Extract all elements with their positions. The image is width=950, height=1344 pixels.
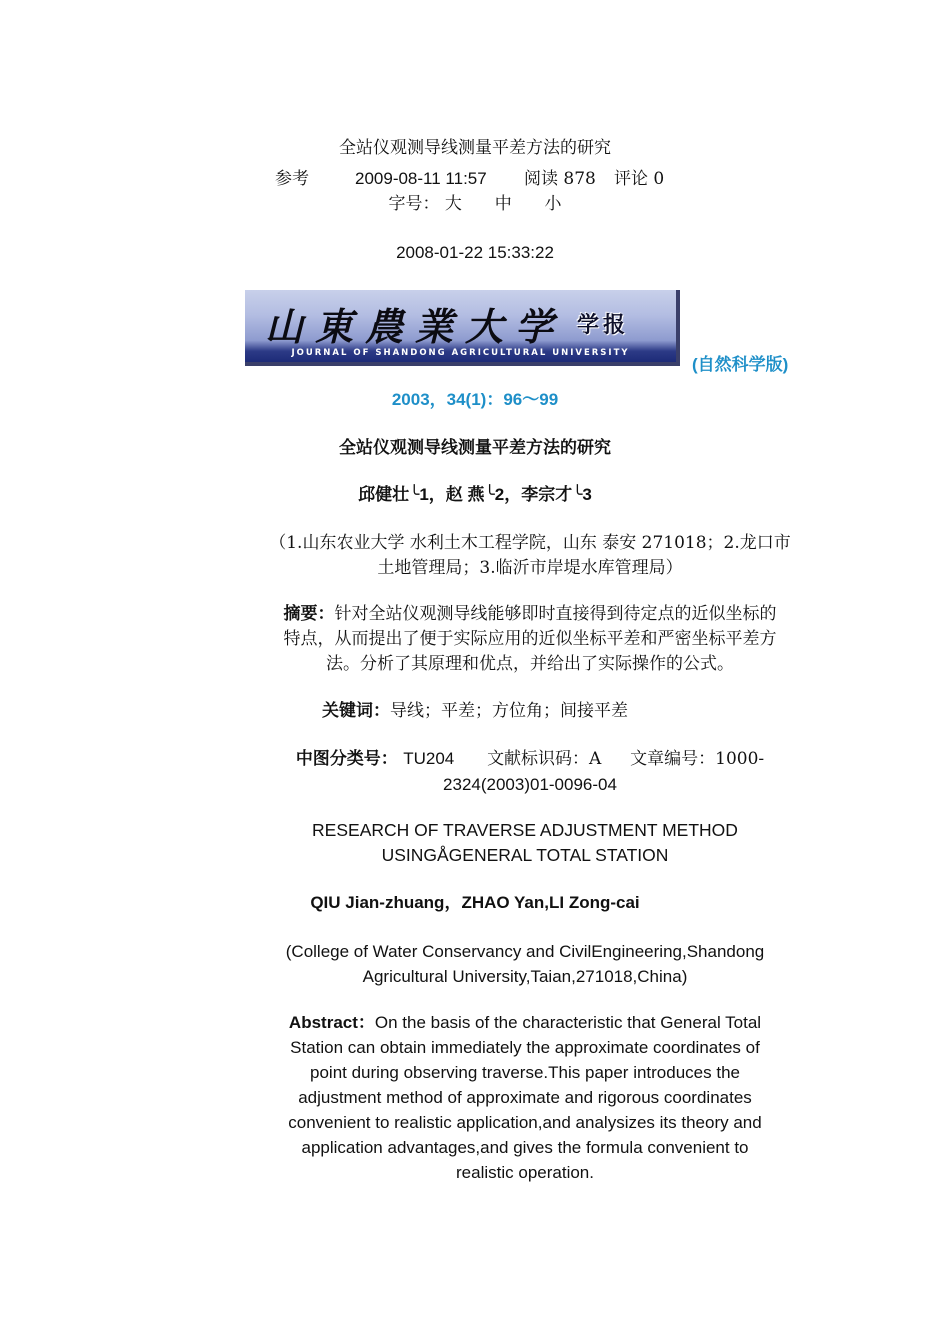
font-size-selector	[0, 194, 950, 214]
banner-badge: 学报	[577, 313, 630, 338]
doc-code: 文献标识码：A	[487, 749, 602, 769]
page-title: 全站仪观测导线测量平差方法的研究	[339, 138, 611, 158]
affiliation-en-line: Agricultural University,Taian,271018,China)	[362, 967, 688, 986]
affiliation-cn-line: （1.山东农业大学 水利土木工程学院，山东 泰安 271018；2.龙口市	[269, 533, 791, 553]
abstract-en-line: point during observing traverse.This paper introduces the	[310, 1063, 740, 1082]
meta-category[interactable]: 参考	[275, 169, 309, 189]
meta-comments: 评论 0	[614, 169, 665, 189]
font-size-large[interactable]: 大	[444, 194, 462, 214]
journal-issue: 2003，34(1)：96～99	[391, 390, 559, 409]
authors-cn: 邱健壮╰1，赵 燕╰2，李宗才╰3	[358, 485, 592, 504]
abstract-en	[240, 1010, 810, 1185]
article-title-cn: 全站仪观测导线测量平差方法的研究	[339, 438, 611, 458]
article-number: 文章编号：1000-	[630, 749, 765, 769]
banner-logo-text: 山東農業大学	[265, 304, 566, 349]
affiliation-en	[240, 939, 810, 989]
title-en-line: USINGÅGENERAL TOTAL STATION	[381, 845, 669, 865]
abstract-en-label: Abstract：	[288, 1013, 375, 1032]
abstract-cn	[240, 602, 820, 677]
abstract-en-line: adjustment method of approximate and rigorous coordinates	[298, 1088, 752, 1107]
classification-block	[240, 746, 820, 797]
title-en-line: RESEARCH OF TRAVERSE ADJUSTMENT METHOD	[312, 820, 738, 840]
abstract-en-line: convenient to realistic application,and analysizes its theory and	[288, 1113, 762, 1132]
clc-label: 中图分类号：	[295, 749, 398, 769]
font-size-label: 字号：	[388, 194, 440, 214]
meta-datetime: 2009-08-11 11:57	[355, 169, 487, 188]
abstract-en-line: On the basis of the characteristic that General Total	[374, 1013, 762, 1032]
font-size-small[interactable]: 小	[544, 194, 562, 214]
abstract-cn-line: 特点，从而提出了便于实际应用的近似坐标平差和严密坐标平差方	[283, 629, 777, 649]
keywords-value: 导线；平差；方位角；间接平差	[390, 701, 628, 721]
abstract-cn-line: 针对全站仪观测导线能够即时直接得到待定点的近似坐标的	[334, 604, 777, 624]
abstract-en-line: Station can obtain immediately the approximate coordinates of	[290, 1038, 760, 1057]
abstract-cn-label: 摘要：	[283, 604, 335, 624]
abstract-en-line: realistic operation.	[456, 1163, 594, 1182]
abstract-cn-line: 法。分析了其原理和优点，并给出了实际操作的公式。	[326, 654, 734, 674]
journal-edition: (自然科学版)	[692, 355, 789, 374]
keywords-line	[0, 701, 950, 721]
authors-en: QIU Jian-zhuang，ZHAO Yan,LI Zong-cai	[310, 893, 640, 912]
meta-reads: 阅读 878	[524, 169, 596, 189]
abstract-en-line: application advantages,and gives the formula convenient to	[301, 1138, 749, 1157]
affiliation-cn-line: 土地管理局；3.临沂市岸堤水库管理局）	[377, 558, 683, 578]
clc-value: TU204	[403, 749, 455, 768]
article-title-en	[240, 818, 810, 868]
article-number-cont: 2324(2003)01-0096-04	[443, 775, 617, 794]
keywords-label: 关键词：	[322, 701, 390, 721]
journal-banner-image	[245, 290, 680, 366]
post-date: 2008-01-22 15:33:22	[396, 243, 554, 262]
affiliation-en-line: (College of Water Conservancy and CivilEngineering,Shandong	[285, 942, 765, 961]
font-size-medium[interactable]: 中	[494, 194, 512, 214]
affiliation-cn	[240, 531, 820, 581]
banner-english-name: JOURNAL OF SHANDONG AGRICULTURAL UNIVERSITY	[291, 348, 630, 358]
